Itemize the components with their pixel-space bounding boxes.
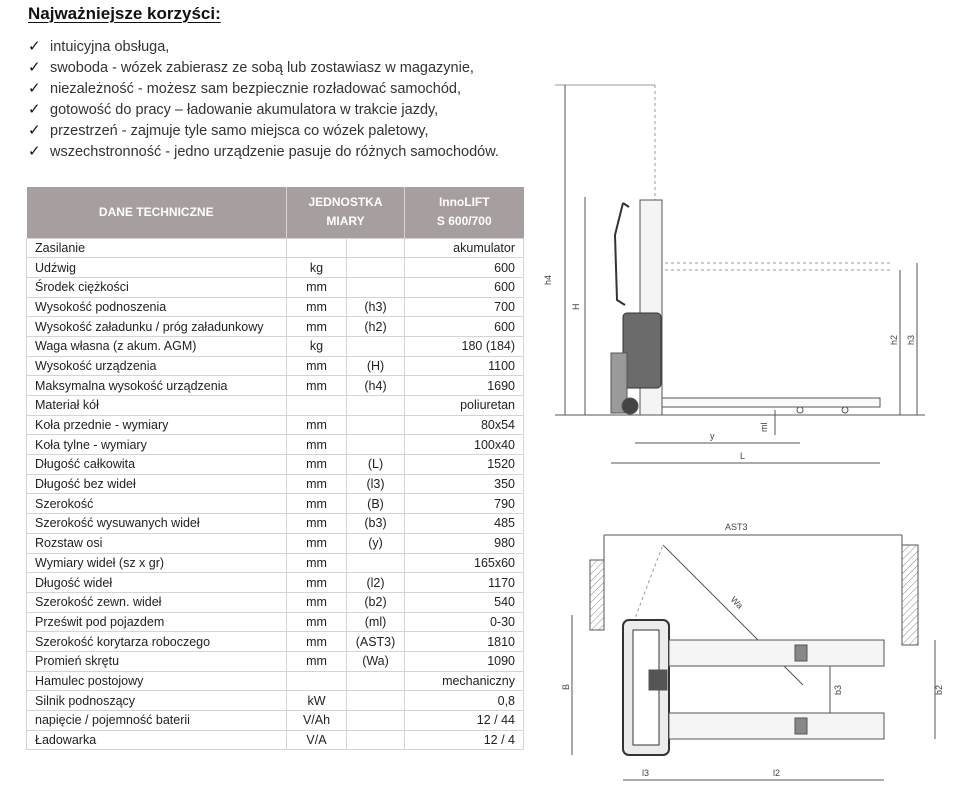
row-unit (287, 238, 347, 258)
row-unit: mm (287, 435, 347, 455)
row-symbol (347, 396, 405, 416)
row-symbol: (l3) (347, 474, 405, 494)
row-symbol: (ml) (347, 612, 405, 632)
row-label: Długość wideł (27, 573, 287, 593)
check-icon: ✓ (28, 59, 41, 76)
row-value: 12 / 4 (405, 730, 524, 750)
row-symbol (347, 336, 405, 356)
row-value: 1090 (405, 651, 524, 671)
row-symbol (347, 238, 405, 258)
row-symbol: (B) (347, 494, 405, 514)
row-label: Szerokość zewn. wideł (27, 592, 287, 612)
row-unit: mm (287, 612, 347, 632)
row-symbol: (h4) (347, 376, 405, 396)
row-value: poliuretan (405, 396, 524, 416)
row-label: Rozstaw osi (27, 533, 287, 553)
label-Wa: Wa (728, 594, 745, 611)
label-ml: ml (759, 422, 769, 432)
label-H: H (571, 303, 581, 310)
row-label: Udźwig (27, 258, 287, 278)
table-row (27, 573, 524, 593)
benefit-item (28, 78, 499, 99)
row-label: Wymiary wideł (sz x gr) (27, 553, 287, 573)
row-unit: mm (287, 297, 347, 317)
row-value: 600 (405, 317, 524, 337)
row-label: Promień skrętu (27, 651, 287, 671)
label-l2: l2 (773, 768, 781, 778)
row-label: Wysokość urządzenia (27, 356, 287, 376)
row-label: Koła tylne - wymiary (27, 435, 287, 455)
row-label: Koła przednie - wymiary (27, 415, 287, 435)
row-value: 1520 (405, 455, 524, 475)
row-value: 350 (405, 474, 524, 494)
benefit-item (28, 99, 499, 120)
row-label: Zasilanie (27, 238, 287, 258)
row-label: napięcie / pojemność baterii (27, 711, 287, 731)
row-symbol (347, 553, 405, 573)
row-unit: mm (287, 573, 347, 593)
row-value: 80x54 (405, 415, 524, 435)
benefit-item (28, 36, 499, 57)
row-symbol (347, 730, 405, 750)
table-row (27, 711, 524, 731)
row-unit (287, 671, 347, 691)
row-value: 600 (405, 258, 524, 278)
row-value: mechaniczny (405, 671, 524, 691)
table-row (27, 396, 524, 416)
row-label: Materiał kół (27, 396, 287, 416)
label-l3: l3 (642, 768, 650, 778)
row-unit: kg (287, 336, 347, 356)
row-label: Środek ciężkości (27, 277, 287, 297)
table-row (27, 691, 524, 711)
row-label: Szerokość wysuwanych wideł (27, 514, 287, 534)
table-row (27, 258, 524, 278)
row-symbol (347, 277, 405, 297)
benefit-text: niezależność - możesz sam bezpiecznie rozładować samochód, (50, 81, 462, 97)
row-unit: V/A (287, 730, 347, 750)
row-label: Prześwit pod pojazdem (27, 612, 287, 632)
table-row (27, 592, 524, 612)
row-value: 540 (405, 592, 524, 612)
row-unit: mm (287, 592, 347, 612)
row-symbol: (h2) (347, 317, 405, 337)
row-unit: mm (287, 317, 347, 337)
row-label: Długość bez wideł (27, 474, 287, 494)
table-row (27, 317, 524, 337)
row-unit: mm (287, 533, 347, 553)
row-value: 1690 (405, 376, 524, 396)
row-value: 0-30 (405, 612, 524, 632)
row-symbol (347, 258, 405, 278)
table-row (27, 415, 524, 435)
benefit-text: gotowość do pracy – ładowanie akumulatora w trakcie jazdy, (50, 102, 439, 118)
table-row (27, 533, 524, 553)
row-value: 1170 (405, 573, 524, 593)
row-symbol: (l2) (347, 573, 405, 593)
row-label: Szerokość korytarza roboczego (27, 632, 287, 652)
row-unit: mm (287, 632, 347, 652)
row-symbol (347, 671, 405, 691)
benefits-list (28, 36, 499, 162)
row-unit: mm (287, 651, 347, 671)
row-value: 1810 (405, 632, 524, 652)
row-label: Ładowarka (27, 730, 287, 750)
table-row (27, 553, 524, 573)
row-symbol: (b3) (347, 514, 405, 534)
row-symbol: (L) (347, 455, 405, 475)
header-model: InnoLIFT S 600/700 (405, 187, 524, 238)
table-row (27, 514, 524, 534)
row-symbol: (y) (347, 533, 405, 553)
row-label: Wysokość załadunku / próg załadunkowy (27, 317, 287, 337)
table-body (27, 238, 524, 750)
row-label: Wysokość podnoszenia (27, 297, 287, 317)
benefits-heading: Najważniejsze korzyści: (28, 4, 221, 23)
row-value: akumulator (405, 238, 524, 258)
label-b2: b2 (934, 684, 944, 695)
benefit-item (28, 141, 499, 162)
label-h4: h4 (543, 274, 553, 285)
benefit-item (28, 57, 499, 78)
row-value: 980 (405, 533, 524, 553)
row-unit (287, 396, 347, 416)
row-symbol (347, 691, 405, 711)
table-row (27, 277, 524, 297)
row-symbol: (H) (347, 356, 405, 376)
table-row (27, 376, 524, 396)
label-AST3: AST3 (725, 522, 748, 532)
table-row (27, 671, 524, 691)
row-symbol (347, 711, 405, 731)
row-symbol (347, 415, 405, 435)
row-symbol: (Wa) (347, 651, 405, 671)
table-row (27, 336, 524, 356)
row-label: Szerokość (27, 494, 287, 514)
row-value: 0,8 (405, 691, 524, 711)
benefit-text: wszechstronność - jedno urządzenie pasuje do różnych samochodów. (50, 144, 499, 160)
check-icon: ✓ (28, 143, 41, 160)
benefit-item (28, 120, 499, 141)
row-label: Maksymalna wysokość urządzenia (27, 376, 287, 396)
row-unit: mm (287, 415, 347, 435)
row-value: 100x40 (405, 435, 524, 455)
table-row (27, 632, 524, 652)
benefit-text: swoboda - wózek zabierasz ze sobą lub zostawiasz w magazynie, (50, 60, 474, 76)
benefit-text: przestrzeń - zajmuje tyle samo miejsca co wózek paletowy, (50, 123, 429, 139)
table-row (27, 297, 524, 317)
row-unit: V/Ah (287, 711, 347, 731)
technical-drawing (545, 75, 945, 790)
row-unit: kW (287, 691, 347, 711)
check-icon: ✓ (28, 80, 41, 97)
table-row (27, 455, 524, 475)
row-label: Waga własna (z akum. AGM) (27, 336, 287, 356)
check-icon: ✓ (28, 38, 41, 55)
row-value: 790 (405, 494, 524, 514)
row-symbol: (b2) (347, 592, 405, 612)
row-value: 1100 (405, 356, 524, 376)
label-L: L (740, 451, 746, 461)
technical-data-table (26, 187, 524, 750)
row-symbol: (AST3) (347, 632, 405, 652)
row-value: 180 (184) (405, 336, 524, 356)
row-unit: mm (287, 356, 347, 376)
top-view (572, 535, 935, 780)
table-row (27, 612, 524, 632)
row-unit: mm (287, 514, 347, 534)
table-row (27, 435, 524, 455)
row-unit: mm (287, 494, 347, 514)
row-unit: kg (287, 258, 347, 278)
row-value: 485 (405, 514, 524, 534)
header-technical-data: DANE TECHNICZNE (27, 187, 287, 238)
header-unit: JEDNOSTKA MIARY (287, 187, 405, 238)
label-h3: h3 (906, 334, 916, 345)
label-b3: b3 (833, 684, 843, 695)
row-value: 700 (405, 297, 524, 317)
table-header-row (27, 187, 524, 238)
table-row (27, 238, 524, 258)
benefit-text: intuicyjna obsługa, (50, 39, 170, 55)
table-row (27, 356, 524, 376)
table-row (27, 494, 524, 514)
table-row (27, 651, 524, 671)
row-label: Długość całkowita (27, 455, 287, 475)
row-value: 600 (405, 277, 524, 297)
check-icon: ✓ (28, 101, 41, 118)
label-B: B (561, 683, 571, 690)
row-unit: mm (287, 277, 347, 297)
side-view (555, 85, 925, 463)
row-unit: mm (287, 376, 347, 396)
row-unit: mm (287, 455, 347, 475)
check-icon: ✓ (28, 122, 41, 139)
row-symbol: (h3) (347, 297, 405, 317)
row-label: Hamulec postojowy (27, 671, 287, 691)
row-value: 12 / 44 (405, 711, 524, 731)
label-h2: h2 (889, 334, 899, 345)
row-unit: mm (287, 553, 347, 573)
row-value: 165x60 (405, 553, 524, 573)
table-row (27, 474, 524, 494)
row-symbol (347, 435, 405, 455)
row-label: Silnik podnoszący (27, 691, 287, 711)
label-y: y (710, 431, 715, 441)
table-row (27, 730, 524, 750)
row-unit: mm (287, 474, 347, 494)
